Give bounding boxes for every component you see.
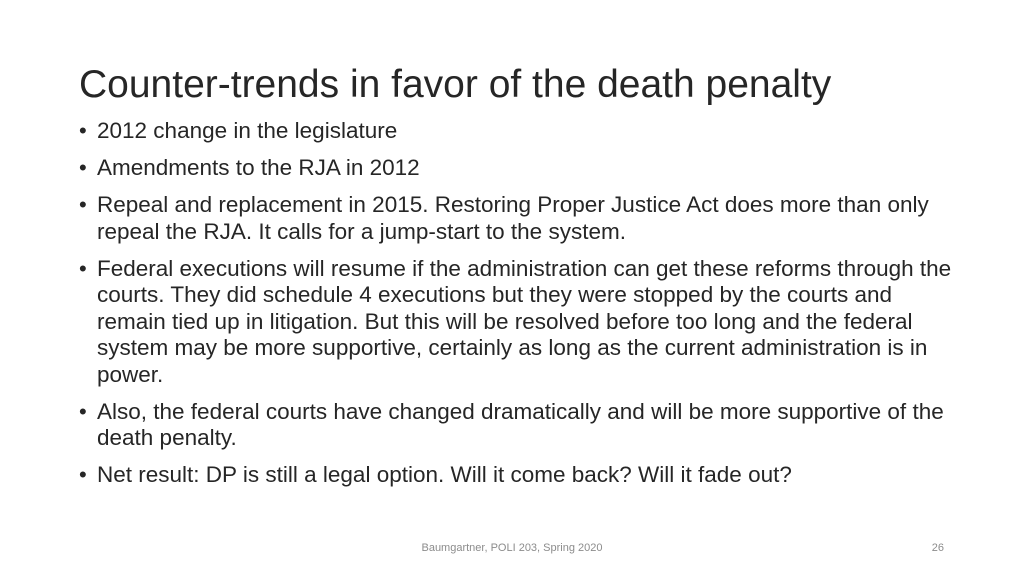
- bullet-item: [79, 399, 959, 452]
- slide-title: Counter-trends in favor of the death penalty: [79, 63, 832, 106]
- bullet-item: [79, 118, 959, 145]
- bullet-dot-icon: •: [79, 155, 87, 180]
- slide-footer: Baumgartner, POLI 203, Spring 2020: [421, 542, 603, 554]
- page-number: 26: [931, 542, 944, 554]
- bullet-item: [79, 256, 959, 389]
- bullet-text: Also, the federal courts have changed dramatically and will be more supportive of the death penalty.: [97, 398, 944, 450]
- bullet-text: Amendments to the RJA in 2012: [97, 155, 420, 180]
- bullet-dot-icon: •: [79, 118, 87, 143]
- bullet-item: [79, 192, 959, 245]
- bullet-text: Net result: DP is still a legal option. Will it come back? Will it fade out?: [97, 462, 792, 487]
- bullet-text: Repeal and replacement in 2015. Restoring Proper Justice Act does more than only repeal the RJA. It calls for a jump-start to the system.: [97, 192, 929, 244]
- bullet-dot-icon: •: [79, 398, 87, 424]
- bullet-text: 2012 change in the legislature: [97, 118, 398, 143]
- bullet-item: [79, 155, 959, 182]
- bullet-text: Federal executions will resume if the administration can get these reforms through the courts. They did schedule 4 executions but they were stopped by the courts and remain tied up in litigation. But this will be resolved before too long and the federal system may be more supportive, certainly as long as the current administration is in power.: [97, 255, 952, 387]
- bullet-item: [79, 462, 959, 489]
- bullet-dot-icon: •: [79, 192, 87, 217]
- bullet-list: [79, 118, 959, 499]
- bullet-dot-icon: •: [79, 462, 87, 487]
- bullet-dot-icon: •: [79, 255, 87, 281]
